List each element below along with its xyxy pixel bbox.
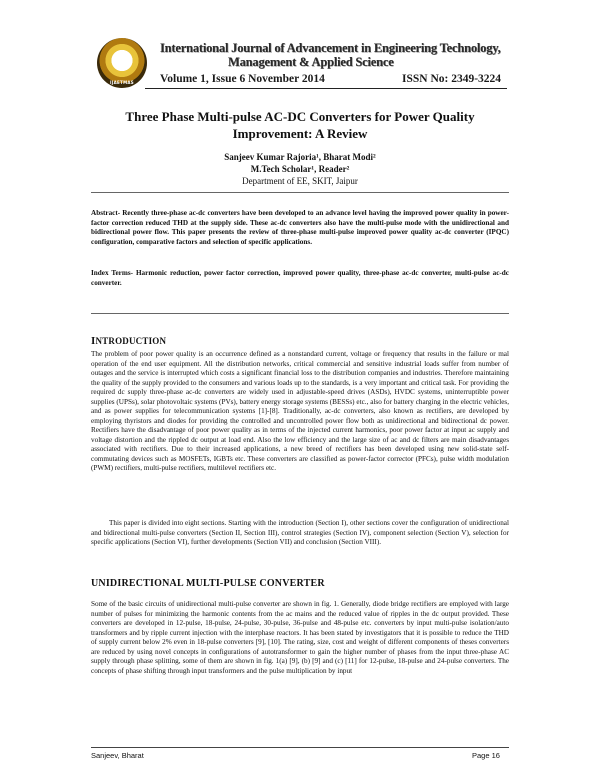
journal-title-line2: Management & Applied Science: [228, 55, 394, 69]
paper-department: Department of EE, SKIT, Jaipur: [242, 176, 358, 186]
footer-divider: [91, 747, 509, 748]
journal-title-line1: International Journal of Advancement in Engineering Technology,: [160, 41, 501, 55]
divider-bottom: [91, 313, 509, 314]
paper-title: Three Phase Multi-pulse AC-DC Converters for Power Quality Improvement: A Review: [125, 109, 475, 141]
section-heading-introduction: [91, 335, 166, 347]
heading-rest: NTRODUCTION: [95, 336, 167, 346]
index-terms: Index Terms- Harmonic reduction, power factor correction, improved power quality, three-phase ac-dc converter, multi-pulse ac-dc converter.: [91, 269, 509, 287]
paper-author-roles: M.Tech Scholar¹, Reader²: [250, 164, 350, 174]
journal-issue: Volume 1, Issue 6 November 2014: [160, 73, 325, 85]
heading-initial: I: [91, 335, 96, 347]
intro-paragraph-1: The problem of poor power quality is an occurrence defined as a nonstandard current, voltage or frequency that results in the failure or mal operation of the end user equipment. All the distribution networks, critical commercial and sensitive industrial loads suffer from number of outages and the service is interrupted which costs a significant financial loss to the distribution companies and industries. Therefore maintaining the quality of the supply provided to the consumers and various loads up to the standards, is a very important and critical task. For providing the required dc supply three-phase ac-dc converters are widely used in adjustable-speed drives (ASDs), HVDC systems, uninterruptible power supplies (UPSs), solar photovoltaic systems (PVs), battery energy storage systems (BESSs) etc., also for battery charging in the electric vehicles, and as power supplies for telecommunication systems [1]-[8]. Traditionally, ac-dc converters, also known as rectifiers, are developed by employing thyristors and diodes for providing the controlled and uncontrolled power flow both as unidirectional and bidirectional dc power. Rectifiers have the disadvantage of poor power quality as in terms of the injected current harmonics, poor power factor at input ac supply and voltage distortion and the rippled dc output at load end. Also the low efficiency and the large size of ac and dc filters are main disadvantages associated with rectifiers. Due to their increased applications, a new breed of rectifiers has been developed using new solid-state self-commutating devices such as MOSFETs, IGBTs etc. These converters are classified as power-factor corrector (PFCs), pulse width modulation (PWM) rectifiers, multi-pulse rectifiers, multilevel rectifiers etc.: [91, 350, 509, 472]
paper-authors: Sanjeev Kumar Rajoria¹, Bharat Modi²: [224, 152, 376, 162]
page-number: Page 16: [472, 751, 500, 760]
intro-paragraph-2: This paper is divided into eight sections. Starting with the introduction (Section I), other sections cover the configuration of unidirectional and bidirectional multi-pulse converters (Section II, Section III), control strategies (Section IV), component selection (Section V), selection for specific applications (Section VI), further developments (Section VII) and conclusion (Section VIII).: [91, 519, 509, 546]
unidirectional-paragraph-1: Some of the basic circuits of unidirectional multi-pulse converter are shown in fig. 1. Generally, diode bridge rectifiers are employed with large number of pulses for minimizing the harmonic contents from the ac mains and the reduced value of ripples in the dc output provided. These converters are developed in 12-pulse, 18-pulse, 24-pulse, 30-pulse, 36-pulse and 48-pulse etc. converters by input multi-pulse isolation/auto transformers and by ripple current injection with the interphase reactors. It has been stated by investigators that it is possible to reduce the THD of supply current below 2% even in 18-pulse converters [9], [10]. The rating, size, cost and weight of different components of theses converters are reduced by using novel concepts in configurations of autotransformer to gain the higher number of phases from the input three-phase AC supply through phase splitting, some of them are shown in fig. 1(a) [9], (b) [9] and (c) [11] for 12-pulse, 18-pulse and 24-pulse converters. The concepts of phase shifting through input transformers and the pulse multiplication by input: [91, 600, 509, 675]
section-heading-unidirectional: UNIDIRECTIONAL MULTI-PULSE CONVERTER: [91, 578, 325, 589]
divider-top: [91, 192, 509, 193]
footer-authors: Sanjeev, Bharat: [91, 751, 144, 760]
journal-issn: ISSN No: 2349-3224: [402, 73, 502, 85]
header-divider: [145, 88, 507, 89]
journal-logo-text: IJAETMAS: [110, 80, 134, 85]
abstract: Abstract- Recently three-phase ac-dc converters have been developed to an advance level having the improved power quality in power-factor correction reduced THD at the supply side. These ac-dc converters also have the multi-pulse mode with the unidirectional and bidirectional power flow. This paper presents the review of three-phase multi-pulse improved power quality ac-dc converter (IPQC) configuration, comparative factors and selection of specific applications.: [91, 209, 509, 246]
